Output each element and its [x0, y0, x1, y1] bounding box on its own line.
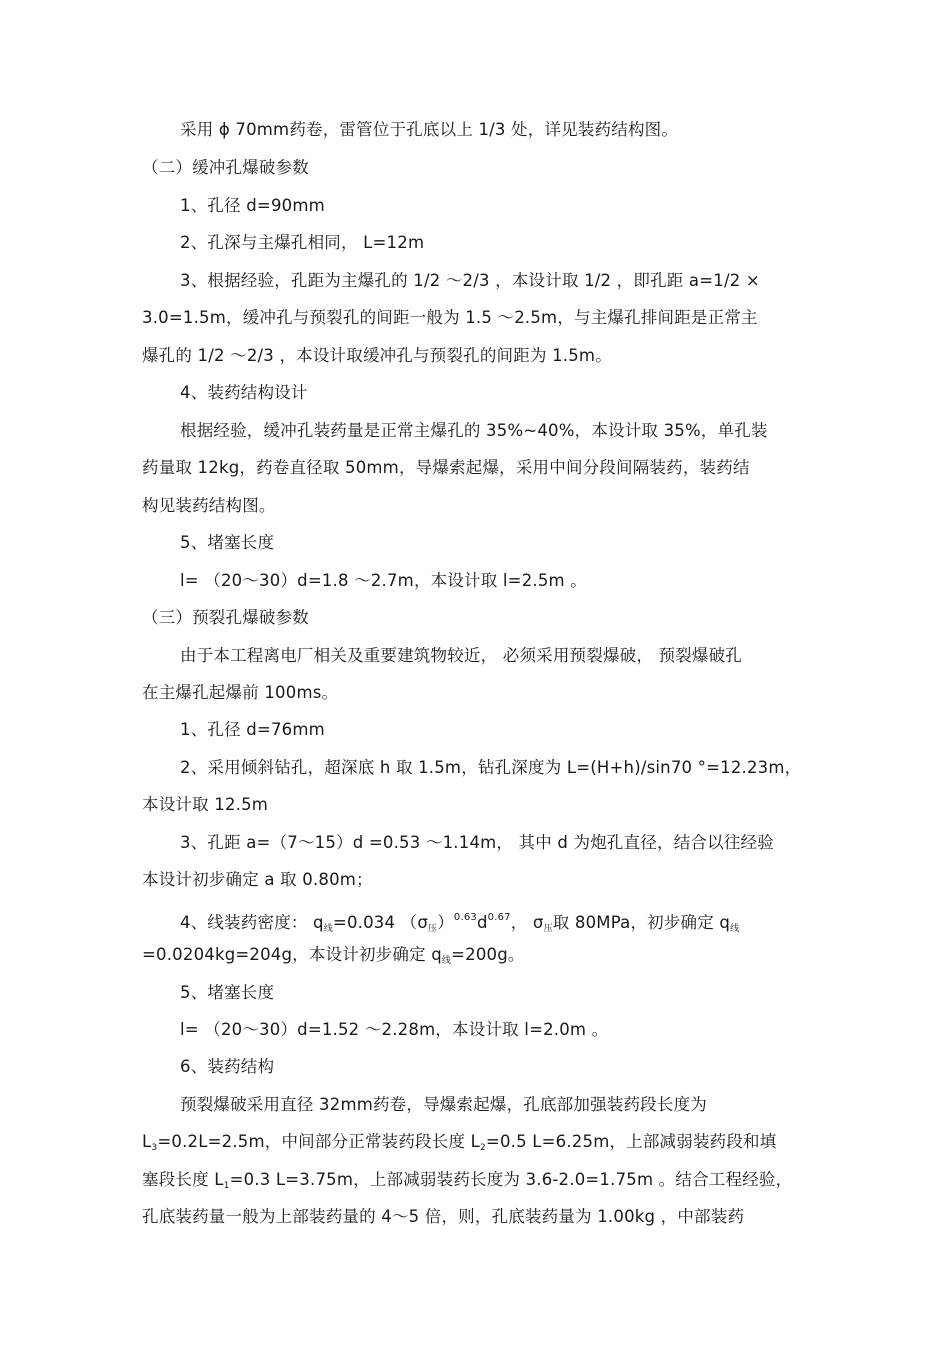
- formula-text: ）: [437, 913, 454, 932]
- paragraph-line: 1、孔径 d=90mm: [180, 196, 325, 215]
- paragraph-line: 由于本工程离电厂相关及重要建筑物较近， 必须采用预裂爆破， 预裂爆破孔: [180, 646, 742, 665]
- line-charge-result: [142, 943, 525, 973]
- formula-text: =0.0204kg=204g，本设计初步确定 q: [142, 945, 442, 964]
- line-charge-formula: [180, 906, 739, 941]
- paragraph-line: 6、装药结构: [180, 1057, 275, 1076]
- subscript: 线: [730, 924, 740, 934]
- paragraph-line: l= （20～30）d=1.52 ～2.28m，本设计取 l=2.0m 。: [180, 1020, 609, 1039]
- section-heading: （三）预裂孔爆破参数: [142, 608, 309, 627]
- paragraph-line: 构见装药结构图。: [142, 496, 276, 515]
- paragraph-line: 2、采用倾斜钻孔，超深底 h 取 1.5m，钻孔深度为 L=(H+h)/sin70 °=12.23m，: [180, 758, 802, 777]
- paragraph-line: 采用 ϕ 70mm药卷，雷管位于孔底以上 1/3 处，详见装药结构图。: [180, 120, 679, 139]
- formula-text: d: [476, 913, 488, 932]
- subscript: 3: [151, 1143, 158, 1153]
- paragraph-line: 在主爆孔起爆前 100ms。: [142, 683, 339, 702]
- paragraph-line: 5、堵塞长度: [180, 983, 275, 1002]
- formula-text: =0.5 L=6.25m，上部减弱装药段和填: [485, 1132, 777, 1151]
- paragraph-line: 3、孔距 a=（7～15）d =0.53 ～1.14m， 其中 d 为炮孔直径，结合以往经验: [180, 833, 774, 852]
- paragraph-line: 孔底装药量一般为上部装药量的 4～5 倍，则，孔底装药量为 1.00kg ，中部装药: [142, 1207, 745, 1226]
- subscript: 线: [323, 924, 333, 934]
- subscript: 压: [543, 924, 553, 934]
- formula-text: =0.3 L=3.75m，上部减弱装药长度为 3.6-2.0=1.75m 。结合工程经验，: [229, 1170, 793, 1189]
- formula-text: 4、线装药密度： q: [180, 913, 324, 932]
- formula-text: =200g。: [451, 945, 525, 964]
- paragraph-line: 药量取 12kg，药卷直径取 50mm，导爆索起爆，采用中间分段间隔装药，装药结: [142, 458, 750, 477]
- subscript: 1: [223, 1181, 230, 1191]
- paragraph-line: 根据经验，缓冲孔装药量是正常主爆孔的 35%~40%，本设计取 35%，单孔装: [180, 421, 768, 440]
- subscript: 压: [428, 924, 438, 934]
- formula-text: L: [142, 1132, 152, 1151]
- paragraph-line: l= （20～30）d=1.8 ～2.7m，本设计取 l=2.5m 。: [180, 571, 587, 590]
- subscript: 线: [441, 956, 452, 966]
- section-heading: （二）缓冲孔爆破参数: [142, 158, 309, 177]
- paragraph-line: 2、孔深与主爆孔相同， L=12m: [180, 233, 425, 252]
- paragraph-line: 本设计取 12.5m: [142, 795, 269, 814]
- paragraph-line: 4、装药结构设计: [180, 383, 308, 402]
- formula-text: =0.034 （σ: [332, 913, 428, 932]
- paragraph-line: 预裂爆破采用直径 32mm药卷，导爆索起爆，孔底部加强装药段长度为: [180, 1095, 707, 1114]
- charge-length-line: [142, 1130, 776, 1160]
- paragraph-line: 本设计初步确定 a 取 0.80m；: [142, 870, 373, 889]
- paragraph-line: 3.0=1.5m，缓冲孔与预裂孔的间距一般为 1.5 ～2.5m，与主爆孔排间距是正常主: [142, 308, 758, 327]
- formula-text: 取 80MPa，初步确定 q: [552, 913, 731, 932]
- paragraph-line: 3、根据经验，孔距为主爆孔的 1/2 ～2/3 ，本设计取 1/2 ，即孔距 a=1/2 ×: [180, 271, 760, 290]
- paragraph-line: 1、孔径 d=76mm: [180, 720, 325, 739]
- superscript: 0.67: [487, 912, 511, 923]
- formula-text: ， σ: [510, 913, 544, 932]
- subscript: 2: [479, 1143, 486, 1153]
- charge-length-line: [142, 1168, 792, 1198]
- paragraph-line: 爆孔的 1/2 ～2/3 ，本设计取缓冲孔与预裂孔的间距为 1.5m。: [142, 346, 612, 365]
- superscript: 0.63: [453, 912, 477, 923]
- formula-text: 塞段长度 L: [142, 1170, 224, 1189]
- formula-text: =0.2L=2.5m，中间部分正常装药段长度 L: [157, 1132, 480, 1151]
- paragraph-line: 5、堵塞长度: [180, 533, 275, 552]
